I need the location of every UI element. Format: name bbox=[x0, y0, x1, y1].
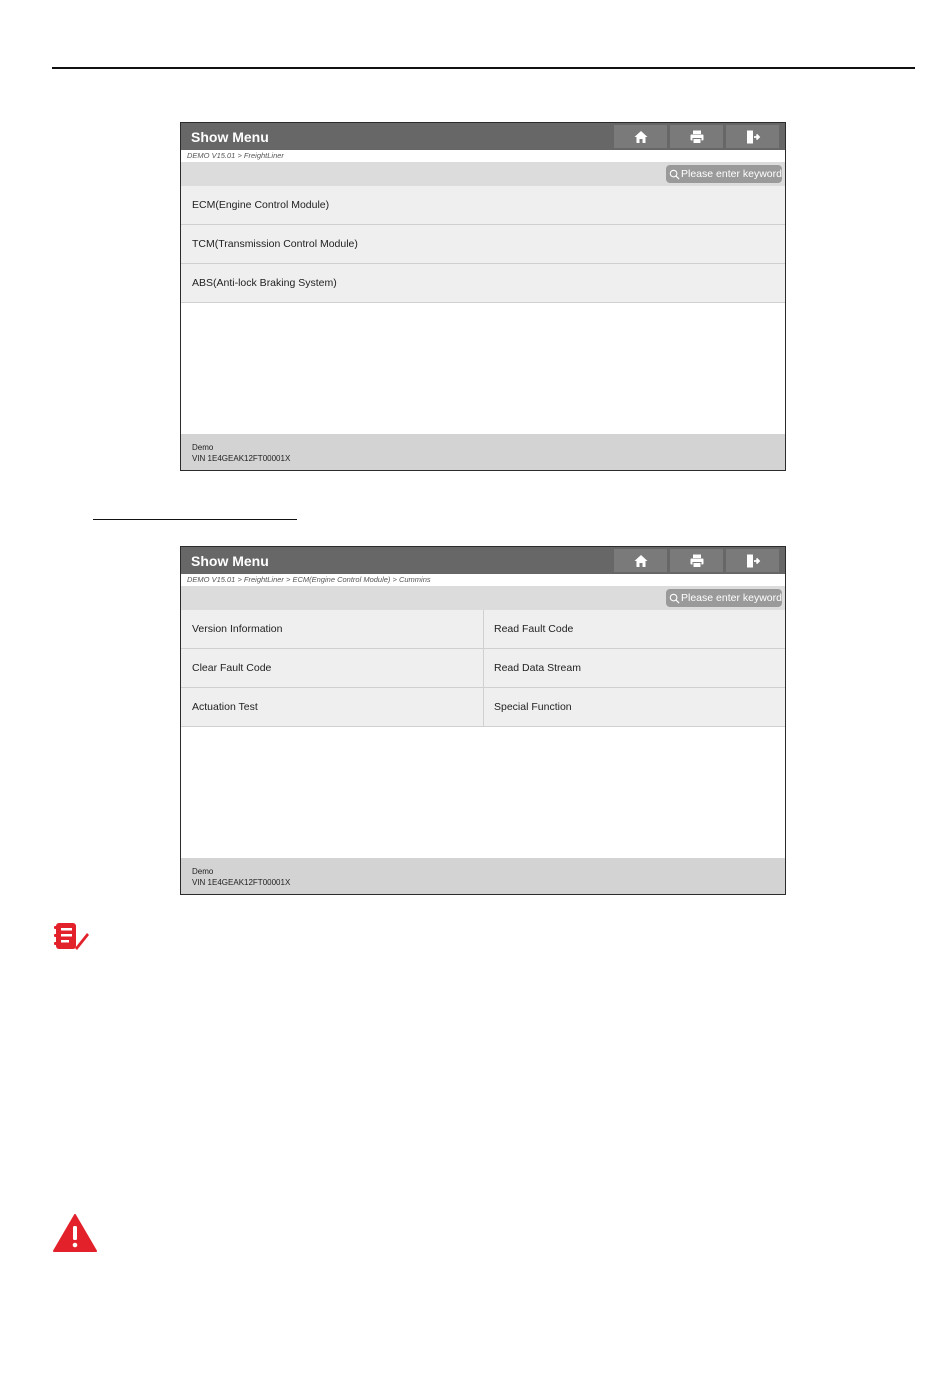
function-actuation-test[interactable]: Actuation Test bbox=[192, 701, 258, 713]
search-bar bbox=[181, 586, 785, 610]
title-bar bbox=[181, 547, 785, 574]
window-title: Show Menu bbox=[191, 552, 269, 569]
footer-mode: Demo bbox=[192, 443, 214, 452]
footer-mode: Demo bbox=[192, 867, 214, 876]
function-row bbox=[181, 610, 785, 649]
function-clear-fault-code[interactable]: Clear Fault Code bbox=[192, 662, 272, 674]
status-footer bbox=[181, 434, 785, 470]
page-header-rule bbox=[52, 67, 915, 69]
footer-vin: VIN 1E4GEAK12FT00001X bbox=[192, 454, 291, 463]
menu-item-label: TCM(Transmission Control Module) bbox=[192, 238, 358, 250]
breadcrumb: DEMO V15.01 > FreightLiner > ECM(Engine Control Module) > Cummins bbox=[181, 574, 785, 586]
window-title: Show Menu bbox=[191, 128, 269, 145]
exit-icon bbox=[745, 129, 761, 145]
menu-item-ecm[interactable] bbox=[181, 186, 785, 225]
search-placeholder: Please enter keyword bbox=[681, 592, 782, 604]
footer-vin: VIN 1E4GEAK12FT00001X bbox=[192, 878, 291, 887]
search-icon bbox=[669, 593, 680, 604]
exit-button[interactable] bbox=[726, 549, 779, 572]
print-icon bbox=[689, 553, 705, 569]
status-footer bbox=[181, 858, 785, 894]
exit-icon bbox=[745, 553, 761, 569]
print-button[interactable] bbox=[670, 549, 723, 572]
menu-item-label: ABS(Anti-lock Braking System) bbox=[192, 277, 337, 289]
menu-item-abs[interactable] bbox=[181, 264, 785, 303]
search-input[interactable] bbox=[666, 589, 782, 607]
exit-button[interactable] bbox=[726, 125, 779, 148]
search-bar bbox=[181, 162, 785, 186]
home-button[interactable] bbox=[614, 125, 667, 148]
menu-item-label: ECM(Engine Control Module) bbox=[192, 199, 330, 211]
screenshot-system-menu bbox=[180, 122, 786, 471]
search-placeholder: Please enter keyword bbox=[681, 168, 782, 180]
note-icon bbox=[54, 921, 90, 951]
function-read-fault-code[interactable]: Read Fault Code bbox=[483, 610, 785, 648]
search-icon bbox=[669, 169, 680, 180]
section-rule bbox=[93, 519, 297, 520]
home-icon bbox=[633, 129, 649, 145]
breadcrumb: DEMO V15.01 > FreightLiner bbox=[181, 150, 785, 162]
home-icon bbox=[633, 553, 649, 569]
function-row bbox=[181, 649, 785, 688]
title-bar bbox=[181, 123, 785, 150]
function-row bbox=[181, 688, 785, 727]
print-button[interactable] bbox=[670, 125, 723, 148]
warning-icon bbox=[53, 1214, 97, 1253]
screenshot-function-menu bbox=[180, 546, 786, 895]
search-input[interactable] bbox=[666, 165, 782, 183]
menu-item-tcm[interactable] bbox=[181, 225, 785, 264]
function-read-data-stream[interactable]: Read Data Stream bbox=[483, 649, 785, 687]
print-icon bbox=[689, 129, 705, 145]
home-button[interactable] bbox=[614, 549, 667, 572]
function-version-information[interactable]: Version Information bbox=[192, 623, 283, 635]
function-special-function[interactable]: Special Function bbox=[483, 688, 785, 726]
